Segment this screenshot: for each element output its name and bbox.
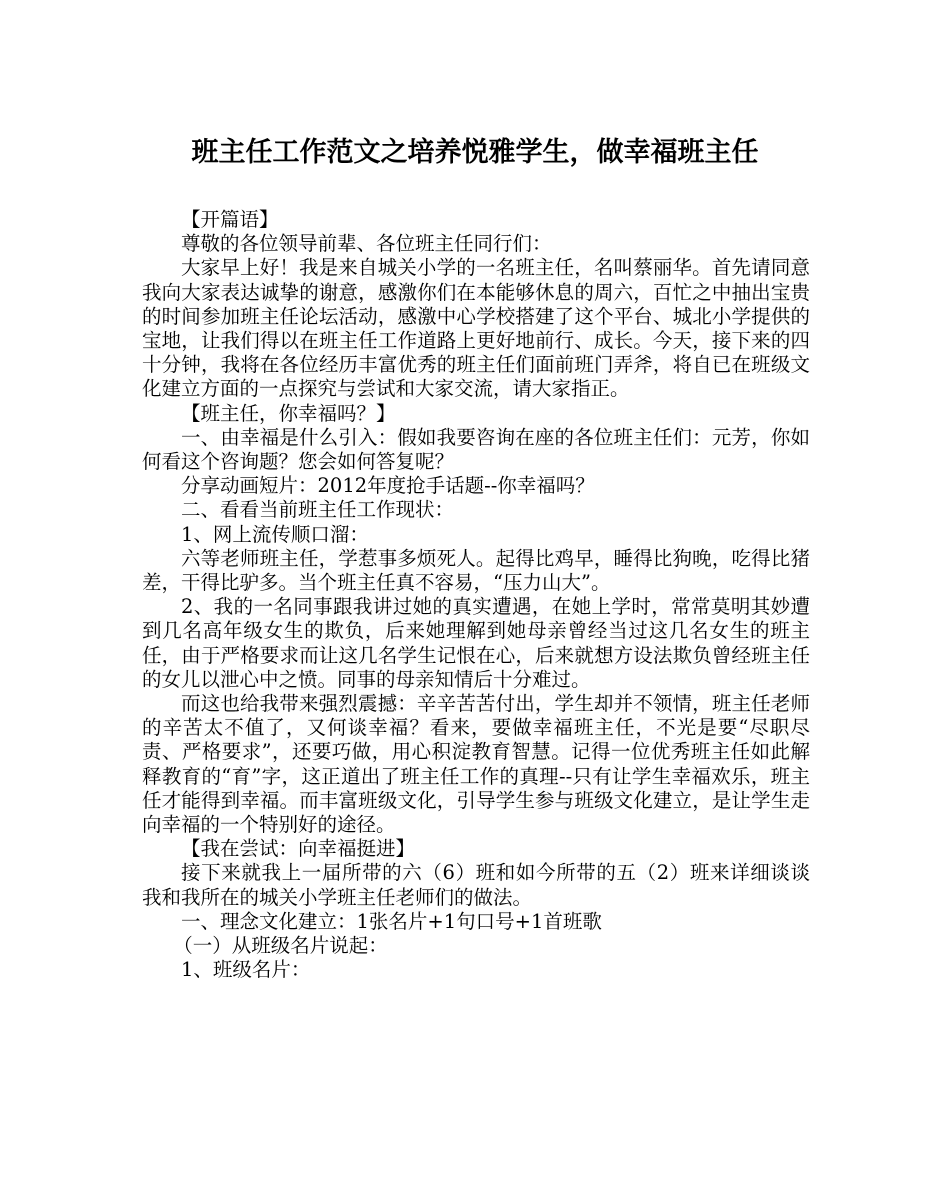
paragraph-opening-heading: 【开篇语】 (181, 208, 279, 231)
paragraph-colleague-story: 2、我的一名同事跟我讲过她的真实遭遇，在她上学时，常常莫明其妙遭到几名高年级女生的欺负，后来她理解到她母亲曾经当过这几名女生的班主任，由于严格要求而让这几名学生记恨在心，后来就想方设法欺负曾经班主任的女儿以泄心中之愤。同事的母亲知情后十分难过。 (142, 595, 810, 691)
paragraph-reflection: 而这也给我带来强烈震撼：辛辛苦苦付出，学生却并不领情，班主任老师的辛苦太不值了，又何谈幸福？看来，要做幸福班主任，不光是要“尽职尽责、严格要求”，还要巧做，用心积淀教育智慧。记得一位优秀班主任如此解释教育的“育”字，这正道出了班主任工作的真理--只有让学生幸福欢乐，班主任才能得到幸福。而丰富班级文化，引导学生参与班级文化建立，是让学生走向幸福的一个特别好的途径。 (142, 692, 810, 837)
paragraph-trying-heading: 【我在尝试：向幸福挺进】 (181, 837, 416, 861)
paragraph-class-card: 1、班级名片： (181, 958, 311, 982)
paragraph-rhyme: 六等老师班主任，学惹事多烦死人。起得比鸡早，睡得比狗晚，吃得比猪差，干得比驴多。当个班主任真不容易，“压力山大”。 (142, 546, 810, 595)
paragraph-introduction: 大家早上好！我是来自城关小学的一名班主任，名叫蔡丽华。首先请同意我向大家表达诚挚的谢意，感激你们在本能够休息的周六，百忙之中抽出宝贵的时间参加班主任论坛活动，感激中心学校搭建了这个平台、城北小学提供的宝地，让我们得以在班主任工作道路上更好地前行、成长。今天，接下来的四十分钟，我将在各位经历丰富优秀的班主任们面前班门弄斧，将自已在班级文化建立方面的一点探究与尝试和大家交流，请大家指正。 (142, 256, 810, 401)
paragraph-concept-culture: 一、理念文化建立：1张名片+1句口号+1首班歌 (181, 909, 602, 933)
paragraph-animation: 分享动画短片：2012年度抢手话题--你幸福吗？ (181, 474, 595, 498)
document-title: 班主任工作范文之培养悦雅学生，做幸福班主任 (191, 137, 759, 168)
paragraph-greeting: 尊敬的各位领导前辈、各位班主任同行们： (181, 232, 552, 256)
paragraph-question: 一、由幸福是什么引入：假如我要咨询在座的各位班主任们：元芳，你如何看这个咨询题？您会如何答复呢？ (142, 425, 810, 474)
paragraph-class-practice: 接下来就我上一届所带的六（6）班和如今所带的五（2）班来详细谈谈我和我所在的城关小学班主任老师们的做法。 (142, 861, 810, 909)
paragraph-happiness-heading: 【班主任，你幸福吗？】 (181, 401, 396, 425)
paragraph-current-status: 二、看看当前班主任工作现状： (181, 498, 455, 522)
paragraph-class-card-intro: （一）从班级名片说起： (173, 934, 388, 958)
document-body (142, 208, 810, 983)
paragraph-rhyme-heading: 1、网上流传顺口溜： (181, 522, 369, 546)
